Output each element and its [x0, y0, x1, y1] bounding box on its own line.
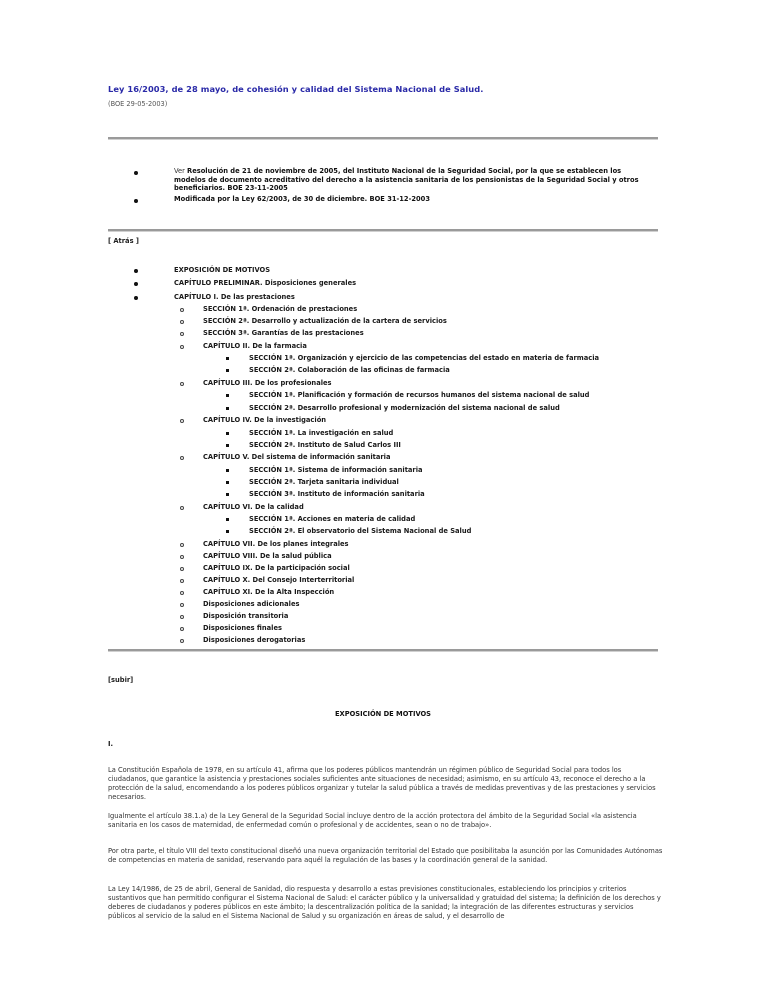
toc-level2-item[interactable]: Disposición transitoria — [203, 612, 289, 620]
toc-level2-item[interactable]: CAPÍTULO XI. De la Alta Inspección — [203, 588, 335, 596]
toc-level1-item[interactable]: CAPÍTULO I. De las prestaciones — [174, 293, 295, 301]
paragraph: Igualmente el artículo 38.1.a) de la Ley General de la Seguridad Social incluye dentro de la acción protectora del ámbito de la Seguridad Social «la asistencia sanitaria en los casos de maternidad, de enfermedad común o profesional y de accidentes, sean o no de trabajo». — [108, 812, 637, 829]
note-modificada — [174, 195, 654, 204]
page-title: Ley 16/2003, de 28 mayo, de cohesión y calidad del Sistema Nacional de Salud. — [108, 84, 484, 94]
bullet-circle-icon — [180, 456, 184, 460]
back-link[interactable]: [ Atrás ] — [108, 237, 139, 245]
toc-level2-item[interactable]: Disposiciones finales — [203, 624, 282, 632]
toc-level2-item[interactable]: CAPÍTULO V. Del sistema de información sanitaria — [203, 453, 391, 461]
toc-level2-item[interactable]: CAPÍTULO VIII. De la salud pública — [203, 552, 332, 560]
toc-level2-item[interactable]: SECCIÓN 3ª. Garantías de las prestaciones — [203, 329, 364, 337]
divider — [108, 229, 658, 232]
toc-level3-item[interactable]: SECCIÓN 1ª. Planificación y formación de recursos humanos del sistema nacional de salud — [249, 391, 590, 399]
toc-level2-item[interactable]: CAPÍTULO III. De los profesionales — [203, 379, 332, 387]
bullet-circle-icon — [180, 320, 184, 324]
note-resolucion — [174, 167, 654, 193]
toc-level3-item[interactable]: SECCIÓN 1ª. Organización y ejercicio de las competencias del estado en materia de farmacia — [249, 354, 600, 362]
bullet-square-icon — [226, 444, 229, 447]
bullet-circle-icon — [180, 345, 184, 349]
paragraph: Por otra parte, el título VIII del texto constitucional diseñó una nueva organización territorial del Estado que posibilitaba la asunción por las Comunidades Autónomas de competencias en materia de sanidad, reservando para aquél la regulación de las bases y la coordinación general de la sanidad. — [108, 847, 663, 864]
bullet-circle-icon — [180, 627, 184, 631]
toc-level2-item[interactable]: SECCIÓN 2ª. Desarrollo y actualización de la cartera de servicios — [203, 317, 447, 325]
bullet-circle-icon — [180, 332, 184, 336]
toc-level2-item[interactable]: CAPÍTULO II. De la farmacia — [203, 342, 307, 350]
note-prefix: Ver — [174, 167, 188, 175]
bullet-square-icon — [226, 481, 229, 484]
toc-level2-item[interactable]: Disposiciones derogatorias — [203, 636, 306, 644]
toc-level2-item[interactable]: CAPÍTULO X. Del Consejo Interterritorial — [203, 576, 355, 584]
paragraph: La Ley 14/1986, de 25 de abril, General de Sanidad, dio respuesta y desarrollo a estas previsiones constitucionales, estableciendo los principios y criterios sustantivos que han permitido configurar el Sistema Nacional de Salud: el carácter público y la universalidad y gratuidad del sistema; la definición de los derechos y deberes de ciudadanos y poderes públicos en este ámbito; la descentralización política de la sanidad; la integración de las diferentes estructuras y servicios públicos al servicio de la salud en el Sistema Nacional de Salud y su organización en áreas de salud, y el desarrollo de — [108, 885, 661, 920]
bullet-circle-icon — [180, 382, 184, 386]
bullet-circle-icon — [180, 639, 184, 643]
bullet-circle-icon — [180, 591, 184, 595]
divider — [108, 649, 658, 652]
bullet-circle-icon — [180, 615, 184, 619]
toc-level3-item[interactable]: SECCIÓN 2ª. El observatorio del Sistema Nacional de Salud — [249, 527, 472, 535]
bullet-circle-icon — [180, 543, 184, 547]
paragraph: La Constitución Española de 1978, en su artículo 41, afirma que los poderes públicos mantendrán un régimen público de Seguridad Social para todos los ciudadanos, que garantice la asistencia y prestaciones sociales suficientes ante situaciones de necesidad; asimismo, en su artículo 43, reconoce el derecho a la protección de la salud, encomendando a los poderes públicos organizar y tutelar la salud pública a través de medidas preventivas y de las prestaciones y servicios necesarios. — [108, 766, 656, 801]
toc-level2-item[interactable]: CAPÍTULO IX. De la participación social — [203, 564, 350, 572]
up-link[interactable]: [subir] — [108, 676, 134, 684]
toc-level3-item[interactable]: SECCIÓN 1ª. La investigación en salud — [249, 429, 394, 437]
bullet-square-icon — [226, 432, 229, 435]
bullet-disc-icon — [134, 269, 138, 273]
roman-numeral-heading: I. — [108, 740, 114, 748]
divider — [108, 137, 658, 140]
toc-level2-item[interactable]: Disposiciones adicionales — [203, 600, 300, 608]
toc-level2-item[interactable]: CAPÍTULO VI. De la calidad — [203, 503, 304, 511]
bullet-square-icon — [226, 357, 229, 360]
toc-level3-item[interactable]: SECCIÓN 1ª. Sistema de información sanitaria — [249, 466, 423, 474]
bullet-circle-icon — [180, 555, 184, 559]
bullet-square-icon — [226, 493, 229, 496]
bullet-square-icon — [226, 369, 229, 372]
bullet-circle-icon — [180, 419, 184, 423]
bullet-square-icon — [226, 407, 229, 410]
bullet-circle-icon — [180, 506, 184, 510]
bullet-circle-icon — [180, 308, 184, 312]
bullet-square-icon — [226, 518, 229, 521]
bullet-square-icon — [226, 394, 229, 397]
boe-date: (BOE 29-05-2003) — [108, 100, 168, 108]
toc-level3-item[interactable]: SECCIÓN 2ª. Colaboración de las oficinas de farmacia — [249, 366, 450, 374]
note-bullet-icon — [134, 171, 138, 175]
toc-level1-item[interactable]: CAPÍTULO PRELIMINAR. Disposiciones generales — [174, 279, 357, 287]
bullet-circle-icon — [180, 567, 184, 571]
bullet-disc-icon — [134, 282, 138, 286]
section-title: EXPOSICIÓN DE MOTIVOS — [334, 710, 432, 718]
toc-level2-item[interactable]: SECCIÓN 1ª. Ordenación de prestaciones — [203, 305, 358, 313]
toc-level2-item[interactable]: CAPÍTULO IV. De la investigación — [203, 416, 327, 424]
bullet-circle-icon — [180, 579, 184, 583]
bullet-circle-icon — [180, 603, 184, 607]
toc-level2-item[interactable]: CAPÍTULO VII. De los planes integrales — [203, 540, 349, 548]
toc-level3-item[interactable]: SECCIÓN 1ª. Acciones en materia de calidad — [249, 515, 416, 523]
toc-level3-item[interactable]: SECCIÓN 2ª. Desarrollo profesional y modernización del sistema nacional de salud — [249, 404, 560, 412]
toc-level3-item[interactable]: SECCIÓN 3ª. Instituto de información sanitaria — [249, 490, 425, 498]
toc-level3-item[interactable]: SECCIÓN 2ª. Tarjeta sanitaria individual — [249, 478, 399, 486]
toc-level1-item[interactable]: EXPOSICIÓN DE MOTIVOS — [174, 266, 271, 274]
note-modificada-link[interactable]: Modificada por la Ley 62/2003, de 30 de diciembre. BOE 31-12-2003 — [174, 195, 430, 203]
bullet-square-icon — [226, 469, 229, 472]
note-bullet-icon — [134, 199, 138, 203]
note-resolucion-link[interactable]: Resolución de 21 de noviembre de 2005, del Instituto Nacional de la Seguridad Social, por la que se establecen los modelos de documento acreditativo del derecho a la asistencia sanitaria de los pensionistas de la Seguridad Social y otros beneficiarios. BOE 23-11-2005 — [174, 167, 639, 193]
bullet-disc-icon — [134, 296, 138, 300]
bullet-square-icon — [226, 530, 229, 533]
toc-level3-item[interactable]: SECCIÓN 2ª. Instituto de Salud Carlos III — [249, 441, 401, 449]
